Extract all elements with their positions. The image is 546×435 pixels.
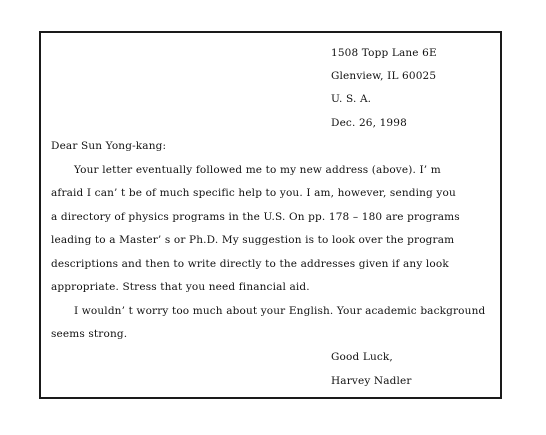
closing: Good Luck,	[331, 351, 393, 363]
paragraph1-line: appropriate. Stress that you need financial aid.	[51, 281, 310, 293]
paragraph2-line: I wouldn’ t worry too much about your English. Your academic background	[74, 305, 486, 317]
address-street: 1508 Topp Lane 6E	[331, 47, 437, 59]
address-city: Glenview, IL 60025	[331, 70, 437, 82]
paragraph1-line: descriptions and then to write directly to the addresses given if any look	[51, 258, 449, 270]
signature: Harvey Nadler	[331, 375, 412, 387]
address-country: U. S. A.	[331, 93, 372, 105]
paragraph1-line: a directory of physics programs in the U.S. On pp. 178 – 180 are programs	[51, 211, 460, 223]
paragraph1-line: afraid I can’ t be of much specific help to you. I am, however, sending you	[51, 187, 456, 199]
letter-frame	[39, 31, 502, 399]
paragraph2-line: seems strong.	[51, 328, 128, 340]
paragraph1-line: leading to a Master’ s or Ph.D. My suggestion is to look over the program	[51, 234, 455, 246]
salutation: Dear Sun Yong-kang:	[51, 140, 167, 152]
letter-date: Dec. 26, 1998	[331, 117, 407, 129]
paragraph1-line: Your letter eventually followed me to my new address (above). I’ m	[74, 164, 441, 176]
